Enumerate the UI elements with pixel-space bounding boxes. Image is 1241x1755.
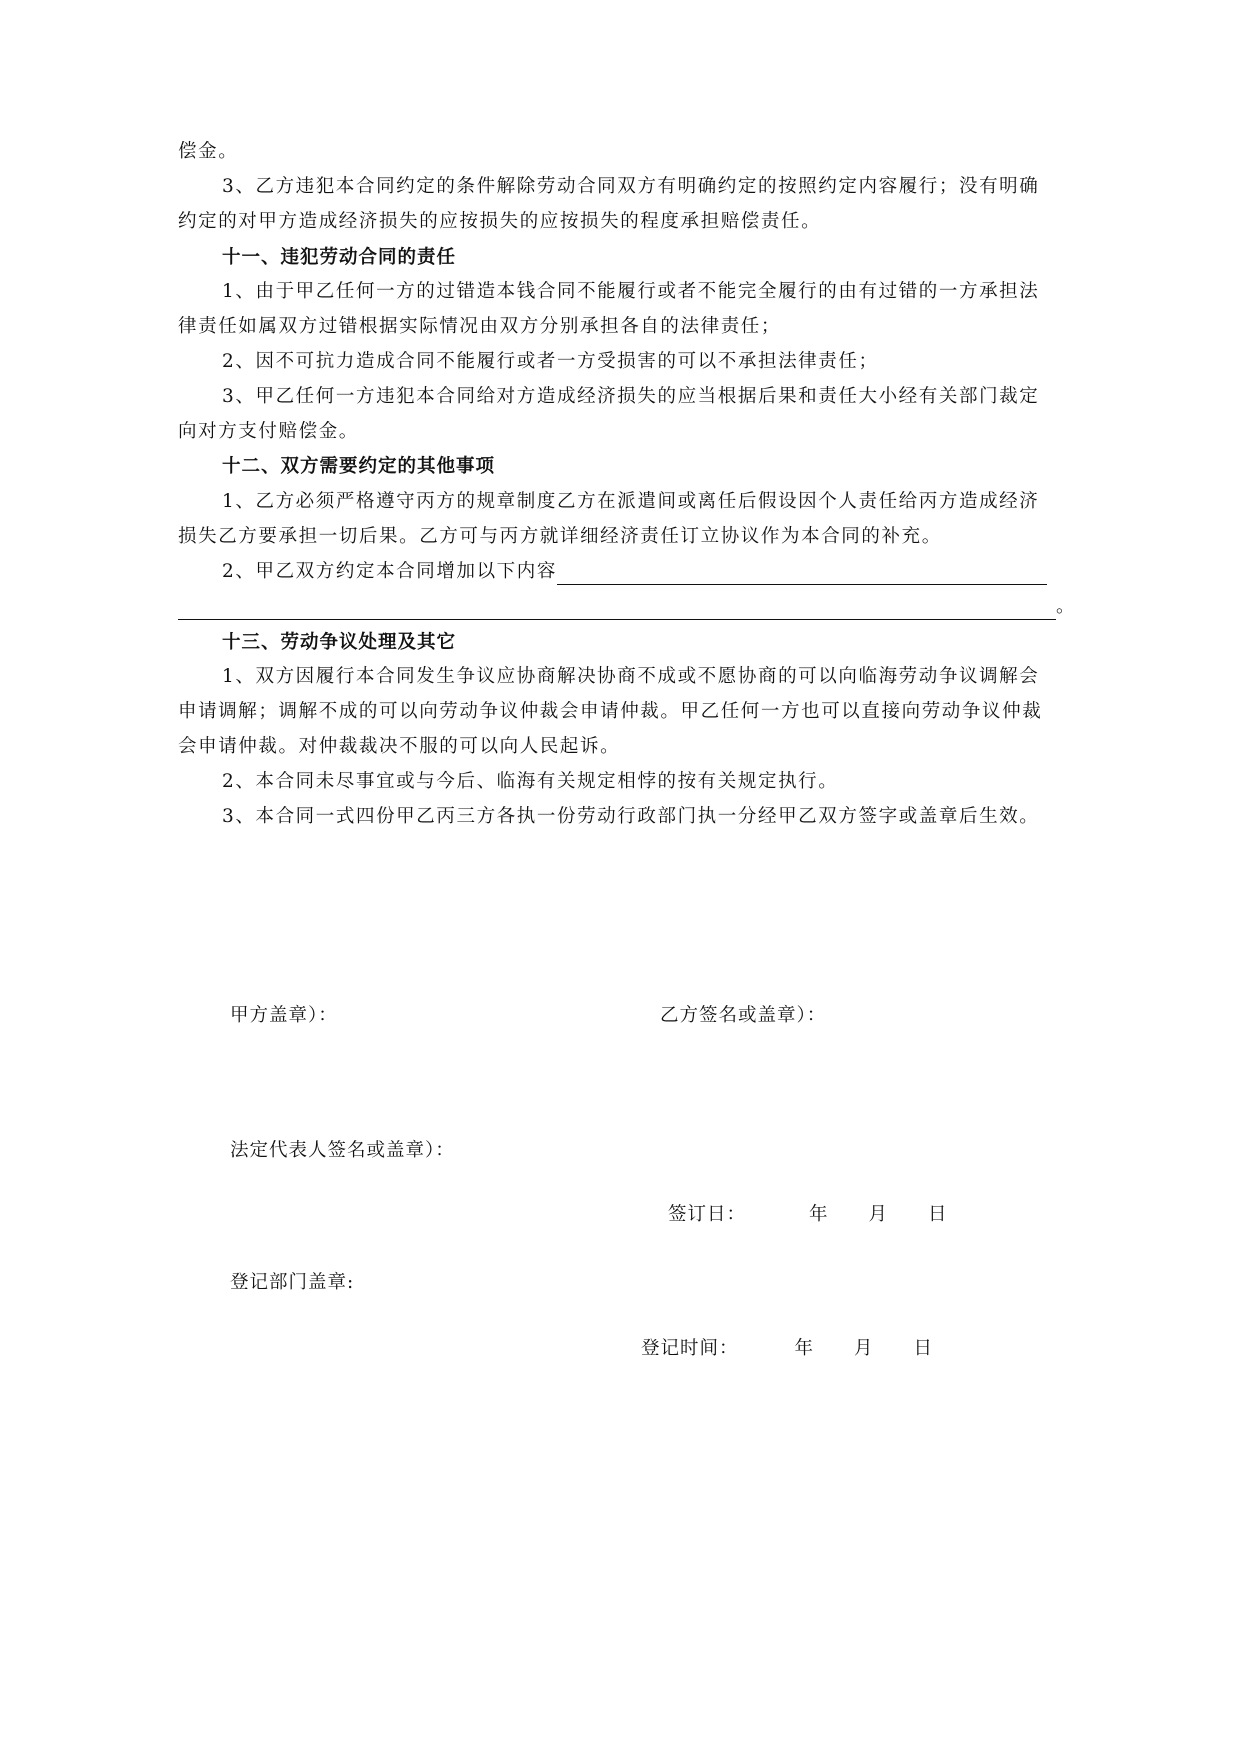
paragraph-line: 3、甲乙任何一方违犯本合同给对方造成经济损失的应当根据后果和责任大小经有关部门裁定 (222, 386, 1040, 407)
registry-time-row (641, 1336, 933, 1362)
month-label: 月 (868, 1204, 889, 1225)
paragraph-line: 偿金。 (178, 141, 239, 162)
paragraph-line: 1、由于甲乙任何一方的过错造本钱合同不能履行或者不能完全履行的由有过错的一方承担法 (222, 281, 1040, 302)
party-a-seal-label: 甲方盖章）： (230, 1005, 338, 1026)
month-label: 月 (854, 1338, 874, 1359)
paragraph-line: 损失乙方要承担一切后果。乙方可与丙方就详细经济责任订立协议作为本合同的补充。 (178, 526, 942, 547)
sign-date-row (668, 1202, 948, 1228)
day-label: 日 (913, 1338, 934, 1359)
paragraph-line: 1、乙方必须严格遵守丙方的规章制度乙方在派遣间或离任后假设因个人责任给丙方造成经济 (222, 491, 1040, 512)
year-label: 年 (794, 1338, 815, 1359)
paragraph-line: 2、因不可抗力造成合同不能履行或者一方受损害的可以不承担法律责任； (222, 351, 879, 372)
paragraph-line: 3、本合同一式四份甲乙丙三方各执一份劳动行政部门执一分经甲乙双方签字或盖章后生效。 (222, 806, 1040, 827)
paragraph-line (222, 559, 1047, 585)
section-heading-13: 十三、劳动争议处理及其它 (222, 632, 457, 653)
paragraph-line: 申请调解；调解不成的可以向劳动争议仲裁会申请仲裁。甲乙任何一方也可以直接向劳动争议仲裁 (178, 701, 1043, 722)
day-label: 日 (928, 1204, 948, 1225)
paragraph-line (178, 594, 1076, 620)
registry-time-label: 登记时间： (641, 1338, 739, 1359)
paragraph-line: 向对方支付赔偿金。 (178, 421, 359, 442)
paragraph-line: 1、双方因履行本合同发生争议应协商解决协商不成或不愿协商的可以向临海劳动争议调解会 (222, 666, 1040, 687)
paragraph-line: 会申请仲裁。对仲裁裁决不服的可以向人民起诉。 (178, 736, 621, 757)
section-heading-11: 十一、违犯劳动合同的责任 (222, 247, 457, 268)
fill-in-label: 2、甲乙双方约定本合同增加以下内容 (222, 561, 557, 582)
fill-in-blank-line[interactable] (557, 564, 1047, 585)
period-mark: 。 (1056, 596, 1077, 617)
legal-representative-label: 法定代表人签名或盖章）： (230, 1140, 455, 1161)
paragraph-line: 2、本合同未尽事宜或与今后、临海有关规定相悖的按有关规定执行。 (222, 771, 839, 792)
registry-seal-label: 登记部门盖章: (230, 1272, 355, 1293)
paragraph-line: 约定的对甲方造成经济损失的应按损失的应按损失的程度承担赔偿责任。 (178, 211, 822, 232)
sign-date-label: 签订日： (668, 1204, 747, 1225)
year-label: 年 (809, 1204, 829, 1225)
paragraph-line: 律责任如属双方过错根据实际情况由双方分别承担各自的法律责任； (178, 316, 782, 337)
party-b-signature-label: 乙方签名或盖章）： (660, 1005, 827, 1026)
section-heading-12: 十二、双方需要约定的其他事项 (222, 456, 496, 477)
paragraph-line: 3、乙方违犯本合同约定的条件解除劳动合同双方有明确约定的按照约定内容履行；没有明确 (222, 176, 1040, 197)
fill-in-blank-line[interactable] (178, 599, 1056, 620)
